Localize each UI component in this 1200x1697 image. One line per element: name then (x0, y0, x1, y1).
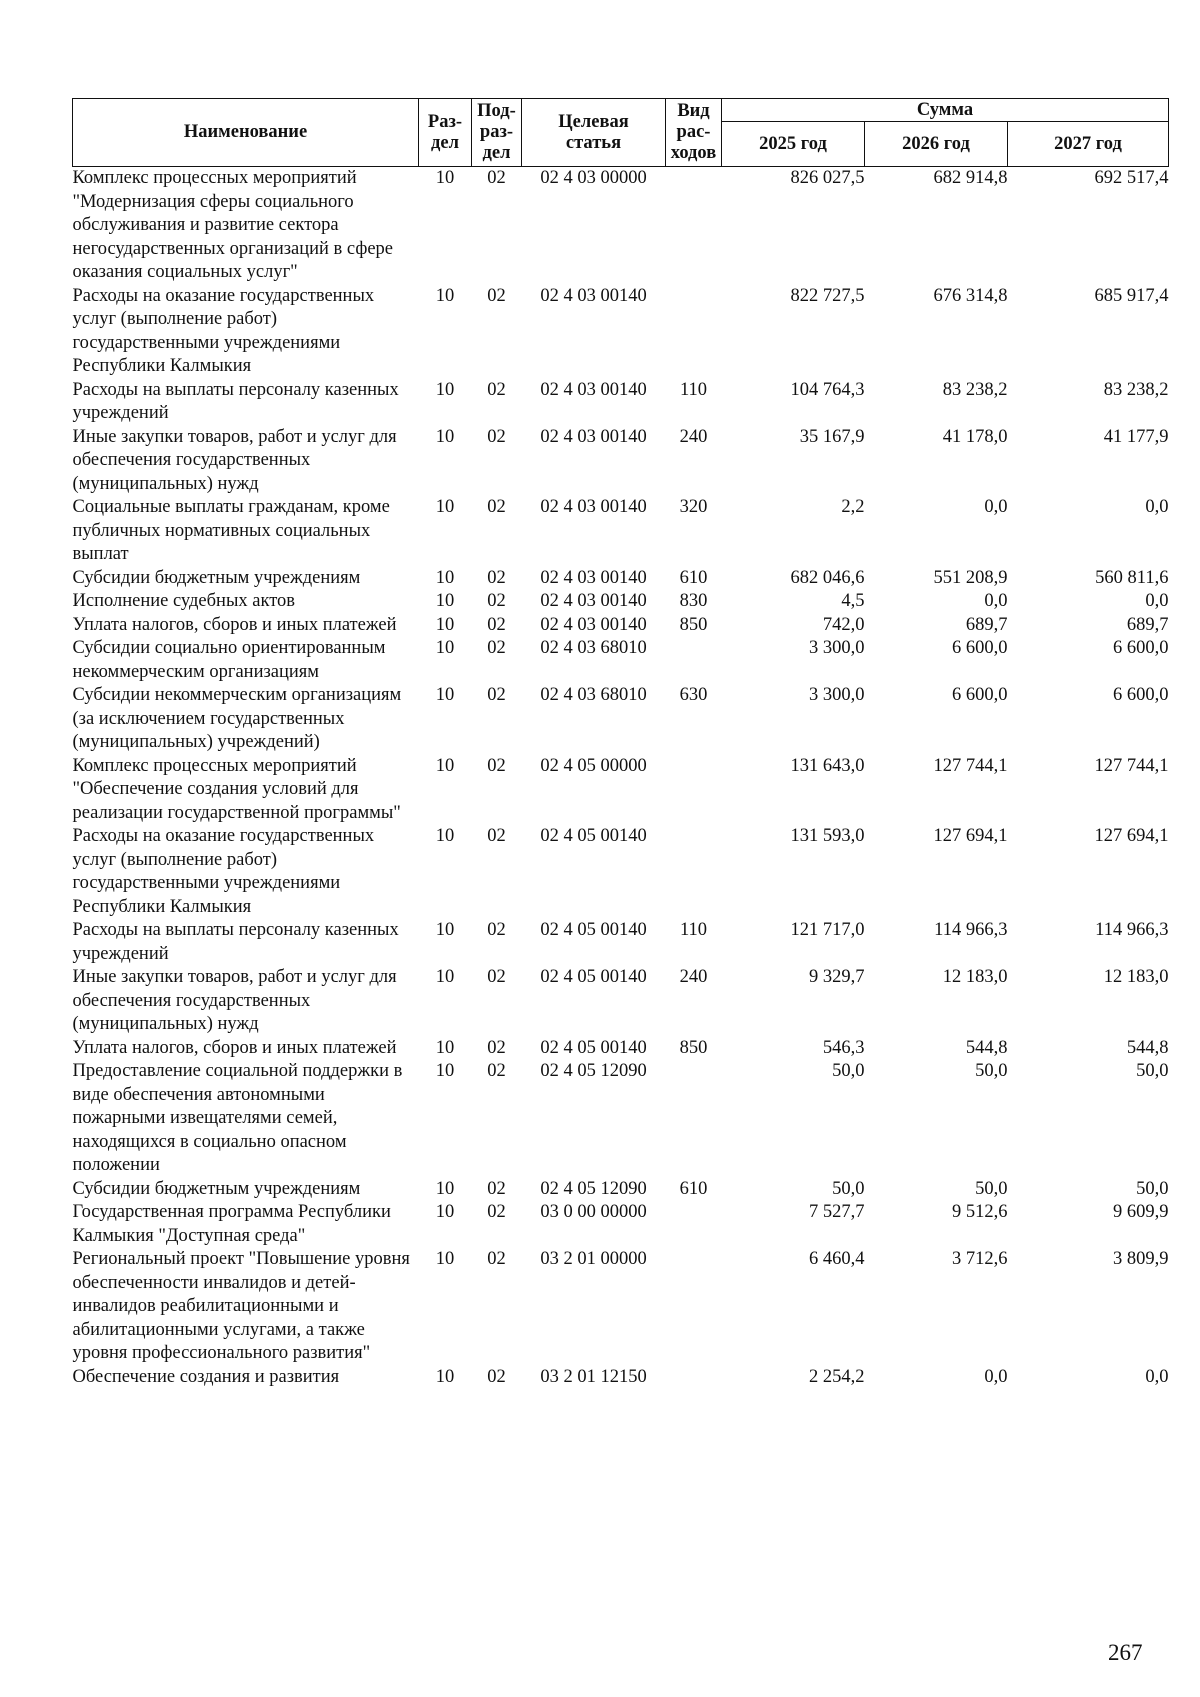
cell-sum-2025: 6 460,4 (809, 1249, 865, 1269)
cell-razdel: 10 (435, 497, 455, 517)
cell-name: Обеспечение создания и развития (72, 1366, 340, 1387)
table-body (73, 167, 1169, 1390)
cell-name: Субсидии некоммерческим организациям (за исключением государственных (муниципальных) учреждений) (72, 685, 402, 752)
cell-sum-2027: 0,0 (1145, 591, 1169, 611)
cell-sum-2027: 83 238,2 (1103, 379, 1169, 400)
cell-sum-2025: 7 527,7 (809, 1202, 865, 1222)
cell-name: Предоставление социальной поддержки в виде обеспечения автономными пожарными извещателями семей, находящихся в социально опасном положении (72, 1061, 403, 1175)
cell-name: Уплата налогов, сборов и иных платежей (72, 614, 397, 635)
cell-sum-2025: 742,0 (822, 614, 865, 635)
cell-podrazdel: 02 (487, 826, 506, 846)
cell-name: Социальные выплаты гражданам, кроме публичных нормативных социальных выплат (72, 497, 390, 564)
cell-razdel: 10 (435, 826, 455, 846)
cell-tselevaya-statya: 02 4 03 00140 (540, 567, 647, 588)
cell-vid-raskhodov: 110 (679, 920, 708, 940)
cell-sum-2026: 50,0 (975, 1061, 1008, 1081)
header-name: Наименование (73, 99, 419, 167)
cell-razdel: 10 (435, 567, 455, 588)
cell-razdel: 10 (435, 638, 455, 658)
cell-podrazdel: 02 (487, 638, 506, 658)
cell-name: Расходы на оказание государственных услуг (выполнение работ) государственными учреждениями Республики Калмыкия (72, 285, 375, 376)
cell-sum-2026: 127 694,1 (933, 826, 1008, 846)
cell-vid-raskhodov: 610 (679, 1178, 708, 1199)
cell-sum-2026: 12 183,0 (942, 967, 1008, 987)
page-number: 267 (1108, 1640, 1143, 1665)
table-row (73, 966, 1169, 1037)
cell-razdel: 10 (435, 591, 455, 611)
cell-podrazdel: 02 (487, 567, 506, 588)
cell-sum-2025: 131 593,0 (790, 826, 865, 846)
table-row (73, 1037, 1169, 1061)
cell-podrazdel: 02 (487, 168, 506, 188)
cell-sum-2026: 127 744,1 (933, 755, 1008, 776)
cell-tselevaya-statya: 02 4 05 12090 (540, 1061, 647, 1081)
table-row (73, 590, 1169, 614)
cell-name: Расходы на оказание государственных услуг (выполнение работ) государственными учреждениями Республики Калмыкия (72, 826, 375, 917)
cell-tselevaya-statya: 02 4 03 00140 (540, 426, 647, 447)
cell-vid-raskhodov (666, 825, 722, 919)
cell-name: Региональный проект "Повышение уровня обеспеченности инвалидов и детей-инвалидов реабилитационными и абилитационными услугами, а также уровня профессионального развития" (72, 1249, 410, 1363)
header-vid-raskhodov: Вид рас- ходов (666, 99, 722, 167)
cell-sum-2026: 544,8 (965, 1037, 1008, 1058)
cell-sum-2027: 544,8 (1126, 1037, 1169, 1058)
table-row (73, 684, 1169, 755)
cell-vid-raskhodov (666, 1060, 722, 1178)
cell-sum-2026: 689,7 (965, 614, 1008, 635)
cell-tselevaya-statya: 02 4 03 00140 (540, 591, 647, 611)
cell-sum-2026: 551 208,9 (933, 567, 1008, 588)
cell-name: Субсидии социально ориентированным некоммерческим организациям (72, 638, 386, 682)
header-podrazdel: Под- раз- дел (472, 99, 522, 167)
cell-tselevaya-statya: 02 4 05 00140 (540, 1037, 647, 1058)
cell-sum-2027: 127 744,1 (1094, 755, 1169, 776)
cell-name: Исполнение судебных актов (72, 591, 296, 611)
cell-razdel: 10 (435, 685, 455, 705)
cell-podrazdel: 02 (487, 685, 506, 705)
cell-sum-2027: 0,0 (1145, 497, 1169, 517)
cell-vid-raskhodov (666, 637, 722, 684)
cell-tselevaya-statya: 02 4 03 68010 (540, 638, 647, 658)
table-row (73, 1201, 1169, 1248)
cell-sum-2025: 2 254,2 (809, 1366, 865, 1387)
cell-tselevaya-statya: 02 4 05 00000 (540, 755, 647, 776)
table-row (73, 1060, 1169, 1178)
cell-sum-2026: 0,0 (984, 497, 1008, 517)
cell-sum-2026: 41 178,0 (942, 426, 1008, 447)
cell-razdel: 10 (435, 967, 455, 987)
cell-sum-2026: 676 314,8 (933, 285, 1008, 306)
cell-tselevaya-statya: 03 2 01 00000 (540, 1249, 647, 1269)
cell-vid-raskhodov (666, 1366, 722, 1390)
table-row (73, 567, 1169, 591)
cell-sum-2025: 822 727,5 (790, 285, 865, 306)
table-row (73, 379, 1169, 426)
table-row (73, 167, 1169, 285)
table-row (73, 1178, 1169, 1202)
cell-vid-raskhodov: 240 (679, 967, 708, 987)
cell-vid-raskhodov (666, 1248, 722, 1366)
cell-tselevaya-statya: 03 0 00 00000 (540, 1202, 647, 1222)
cell-podrazdel: 02 (487, 1366, 506, 1387)
cell-name: Иные закупки товаров, работ и услуг для обеспечения государственных (муниципальных) нужд (72, 426, 397, 494)
cell-vid-raskhodov (666, 1201, 722, 1248)
cell-tselevaya-statya: 02 4 05 00140 (540, 967, 647, 987)
cell-vid-raskhodov: 850 (679, 614, 708, 635)
cell-podrazdel: 02 (487, 591, 506, 611)
cell-tselevaya-statya: 02 4 03 00000 (540, 168, 647, 188)
cell-tselevaya-statya: 02 4 05 00140 (540, 920, 647, 940)
cell-sum-2025: 3 300,0 (809, 638, 865, 658)
cell-tselevaya-statya: 02 4 03 68010 (540, 685, 647, 705)
cell-vid-raskhodov: 110 (679, 379, 708, 400)
cell-razdel: 10 (435, 1178, 455, 1199)
cell-podrazdel: 02 (487, 614, 506, 635)
cell-podrazdel: 02 (487, 1037, 506, 1058)
table-header (73, 99, 1169, 167)
cell-podrazdel: 02 (487, 1202, 506, 1222)
table-row (73, 637, 1169, 684)
table-row (73, 755, 1169, 826)
cell-sum-2027: 50,0 (1136, 1178, 1169, 1199)
cell-sum-2025: 682 046,6 (790, 567, 865, 588)
cell-razdel: 10 (435, 1037, 455, 1058)
cell-name: Комплекс процессных мероприятий "Модернизация сферы социального обслуживания и развитие сектора негосударственных организаций в сфере оказания социальных услуг" (72, 168, 394, 282)
cell-sum-2025: 104 764,3 (790, 379, 865, 400)
cell-razdel: 10 (435, 1061, 455, 1081)
table-row (73, 1248, 1169, 1366)
cell-name: Субсидии бюджетным учреждениям (72, 1178, 361, 1199)
cell-sum-2025: 4,5 (841, 591, 865, 611)
cell-sum-2025: 2,2 (841, 497, 865, 517)
budget-table (72, 98, 1169, 1389)
cell-vid-raskhodov: 630 (679, 685, 708, 705)
table-row (73, 426, 1169, 497)
cell-sum-2026: 0,0 (984, 591, 1008, 611)
cell-podrazdel: 02 (487, 755, 506, 776)
cell-sum-2025: 50,0 (832, 1061, 865, 1081)
cell-sum-2027: 6 600,0 (1113, 638, 1169, 658)
table-row (73, 1366, 1169, 1390)
cell-vid-raskhodov: 610 (679, 567, 708, 588)
header-razdel: Раз- дел (419, 99, 472, 167)
cell-tselevaya-statya: 02 4 03 00140 (540, 614, 647, 635)
cell-podrazdel: 02 (487, 967, 506, 987)
table-row (73, 285, 1169, 379)
cell-sum-2027: 114 966,3 (1095, 920, 1169, 940)
cell-name: Расходы на выплаты персоналу казенных учреждений (72, 920, 399, 964)
header-tselevaya-statya: Целевая статья (522, 99, 666, 167)
cell-razdel: 10 (435, 1202, 455, 1222)
cell-vid-raskhodov (666, 285, 722, 379)
cell-sum-2027: 41 177,9 (1103, 426, 1169, 447)
table-row (73, 614, 1169, 638)
cell-sum-2026: 6 600,0 (952, 638, 1008, 658)
cell-razdel: 10 (435, 285, 455, 306)
cell-tselevaya-statya: 03 2 01 12150 (540, 1366, 647, 1387)
cell-sum-2027: 6 600,0 (1113, 685, 1169, 705)
table-row (73, 919, 1169, 966)
cell-sum-2027: 9 609,9 (1113, 1202, 1169, 1222)
cell-sum-2025: 826 027,5 (790, 168, 865, 188)
cell-sum-2026: 682 914,8 (933, 168, 1008, 188)
cell-vid-raskhodov: 830 (679, 591, 708, 611)
cell-sum-2027: 560 811,6 (1095, 567, 1169, 588)
header-summa: Сумма (722, 99, 1169, 122)
cell-vid-raskhodov (666, 755, 722, 826)
cell-podrazdel: 02 (487, 1178, 506, 1199)
cell-sum-2025: 121 717,0 (790, 920, 865, 940)
cell-tselevaya-statya: 02 4 03 00140 (540, 497, 647, 517)
cell-sum-2025: 546,3 (822, 1037, 865, 1058)
cell-tselevaya-statya: 02 4 05 00140 (540, 826, 647, 846)
cell-sum-2025: 9 329,7 (809, 967, 865, 987)
header-year-2026: 2026 год (865, 122, 1008, 167)
cell-podrazdel: 02 (487, 285, 506, 306)
cell-sum-2026: 9 512,6 (952, 1202, 1008, 1222)
header-year-2027: 2027 год (1008, 122, 1169, 167)
cell-name: Расходы на выплаты персоналу казенных учреждений (72, 379, 399, 423)
cell-name: Уплата налогов, сборов и иных платежей (72, 1037, 397, 1058)
cell-sum-2026: 3 712,6 (952, 1249, 1008, 1269)
cell-sum-2027: 3 809,9 (1113, 1249, 1169, 1269)
cell-sum-2026: 50,0 (975, 1178, 1008, 1199)
cell-name: Иные закупки товаров, работ и услуг для обеспечения государственных (муниципальных) нужд (72, 967, 397, 1034)
cell-podrazdel: 02 (487, 1249, 506, 1269)
cell-name: Государственная программа Республики Калмыкия "Доступная среда" (72, 1202, 391, 1246)
cell-razdel: 10 (435, 1366, 455, 1387)
table-row (73, 496, 1169, 567)
cell-name: Субсидии бюджетным учреждениям (72, 567, 361, 588)
cell-sum-2025: 50,0 (832, 1178, 865, 1199)
cell-sum-2026: 0,0 (984, 1366, 1008, 1387)
cell-tselevaya-statya: 02 4 03 00140 (540, 285, 647, 306)
cell-sum-2027: 12 183,0 (1103, 967, 1169, 987)
cell-razdel: 10 (435, 614, 455, 635)
cell-sum-2025: 3 300,0 (809, 685, 865, 705)
cell-sum-2027: 685 917,4 (1094, 285, 1169, 306)
cell-podrazdel: 02 (487, 426, 506, 447)
cell-sum-2025: 35 167,9 (799, 426, 865, 447)
cell-razdel: 10 (435, 920, 455, 940)
cell-sum-2026: 114 966,3 (934, 920, 1008, 940)
cell-name: Комплекс процессных мероприятий "Обеспечение создания условий для реализации государственной программы" (72, 755, 401, 823)
cell-podrazdel: 02 (487, 1061, 506, 1081)
cell-tselevaya-statya: 02 4 03 00140 (540, 379, 647, 400)
cell-podrazdel: 02 (487, 379, 506, 400)
table-row (73, 825, 1169, 919)
cell-vid-raskhodov (666, 167, 722, 285)
cell-razdel: 10 (435, 755, 455, 776)
cell-vid-raskhodov: 850 (679, 1037, 708, 1058)
cell-podrazdel: 02 (487, 920, 506, 940)
cell-razdel: 10 (435, 426, 455, 447)
header-year-2025: 2025 год (722, 122, 865, 167)
cell-sum-2027: 50,0 (1136, 1061, 1169, 1081)
cell-sum-2026: 6 600,0 (952, 685, 1008, 705)
cell-sum-2027: 0,0 (1145, 1366, 1169, 1387)
cell-sum-2027: 692 517,4 (1094, 168, 1169, 188)
cell-vid-raskhodov: 320 (679, 497, 708, 517)
cell-podrazdel: 02 (487, 497, 506, 517)
cell-razdel: 10 (435, 1249, 455, 1269)
cell-razdel: 10 (435, 168, 455, 188)
cell-sum-2025: 131 643,0 (790, 755, 865, 776)
cell-sum-2027: 127 694,1 (1094, 826, 1169, 846)
cell-sum-2026: 83 238,2 (942, 379, 1008, 400)
cell-sum-2027: 689,7 (1126, 614, 1169, 635)
cell-razdel: 10 (435, 379, 455, 400)
cell-tselevaya-statya: 02 4 05 12090 (540, 1178, 647, 1199)
cell-vid-raskhodov: 240 (679, 426, 708, 447)
